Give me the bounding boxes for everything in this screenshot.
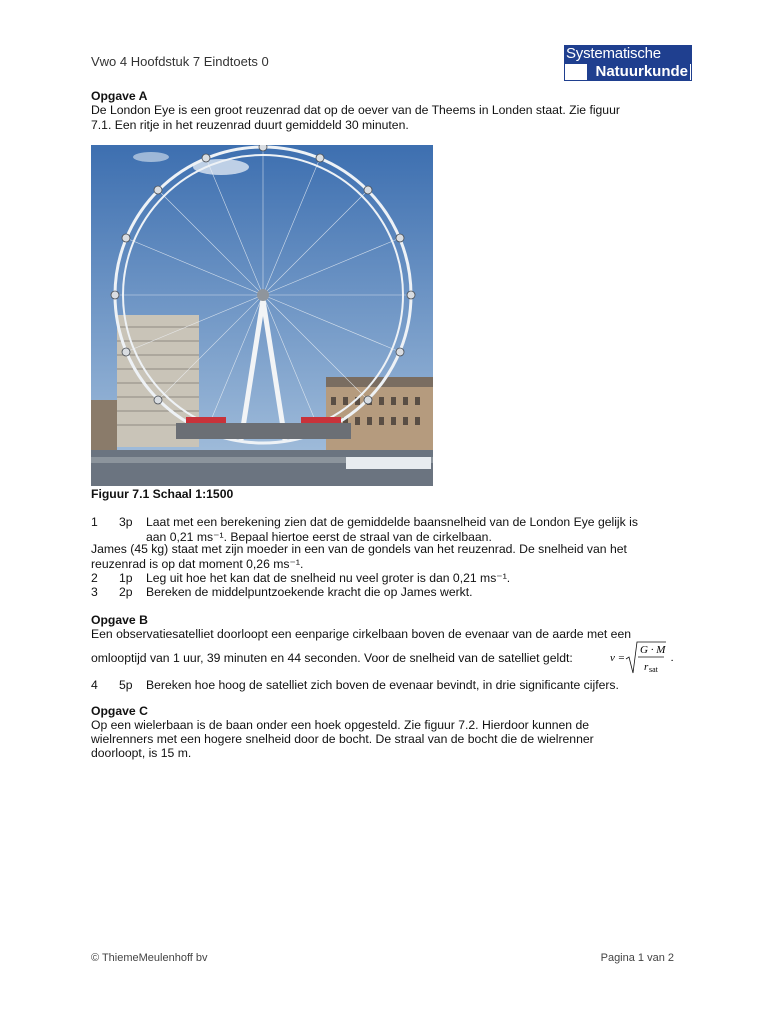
footer-copyright: © ThiemeMeulenhoff bv xyxy=(91,952,208,964)
question-1-number: 1 xyxy=(91,515,98,529)
formula-end: . xyxy=(671,652,674,664)
opgave-c-line-1: Op een wielerbaan is de baan onder een hoek opgesteld. Zie figuur 7.2. Hierdoor kunnen de xyxy=(91,718,589,732)
question-3-number: 3 xyxy=(91,585,98,599)
formula-lhs: v = xyxy=(610,652,626,664)
opgave-a-heading: Opgave A xyxy=(91,89,148,103)
figure-caption: Figuur 7.1 Schaal 1:1500 xyxy=(91,487,234,501)
question-4-text: Bereken hoe hoog de satelliet zich boven de evenaar bevindt, in drie significante cijfers. xyxy=(146,678,619,692)
formula-denominator-r: r xyxy=(644,661,649,673)
question-2-points: 1p xyxy=(119,571,133,585)
question-2-number: 2 xyxy=(91,571,98,585)
logo-line-2: Natuurkunde xyxy=(587,63,690,81)
formula-denominator-sub: sat xyxy=(649,665,658,674)
formula-numerator: G · M xyxy=(640,644,666,656)
logo-line-1: Systematische xyxy=(564,45,692,63)
opgave-b-heading: Opgave B xyxy=(91,613,148,627)
satellite-speed-formula xyxy=(608,640,680,676)
publisher-logo xyxy=(564,45,692,81)
london-eye-photo xyxy=(91,145,433,486)
question-1-line-1: Laat met een berekening zien dat de gemiddelde baansnelheid van de London Eye gelijk is xyxy=(146,515,638,529)
footer-page-number: Pagina 1 van 2 xyxy=(600,952,674,964)
document-header-title: Vwo 4 Hoofdstuk 7 Eindtoets 0 xyxy=(91,54,269,69)
opgave-b-intro-1: Een observatiesatelliet doorloopt een eenparige cirkelbaan boven de evenaar van de aarde met een xyxy=(91,627,632,641)
opgave-c-line-2: wielrenners met een hogere snelheid door de bocht. De straal van de bocht die de wielrenner xyxy=(91,732,594,746)
opgave-a-intro-1: De London Eye is een groot reuzenrad dat op de oever van de Theems in Londen staat. Zie figuur xyxy=(91,103,620,117)
opgave-a-mid-1: James (45 kg) staat met zijn moeder in een van de gondels van het reuzenrad. De snelheid van het xyxy=(91,542,627,556)
question-1-line-2: aan 0,21 ms⁻¹. Bepaal hiertoe eerst de straal van de cirkelbaan. xyxy=(146,530,492,544)
question-2-text: Leg uit hoe het kan dat de snelheid nu veel groter is dan 0,21 ms⁻¹. xyxy=(146,571,511,585)
opgave-b-intro-2: omlooptijd van 1 uur, 39 minuten en 44 seconden. Voor de snelheid van de satelliet geldt: xyxy=(91,651,573,665)
opgave-c-heading: Opgave C xyxy=(91,704,148,718)
opgave-a-mid-2: reuzenrad is op dat moment 0,26 ms⁻¹. xyxy=(91,557,304,571)
question-4-number: 4 xyxy=(91,678,98,692)
question-3-text: Bereken de middelpuntzoekende kracht die op James werkt. xyxy=(146,585,473,599)
opgave-a-intro-2: 7.1. Een ritje in het reuzenrad duurt gemiddeld 30 minuten. xyxy=(91,118,409,132)
question-1-points: 3p xyxy=(119,515,133,529)
opgave-c-line-3: doorloopt, is 15 m. xyxy=(91,746,192,760)
question-3-points: 2p xyxy=(119,585,133,599)
question-4-points: 5p xyxy=(119,678,133,692)
